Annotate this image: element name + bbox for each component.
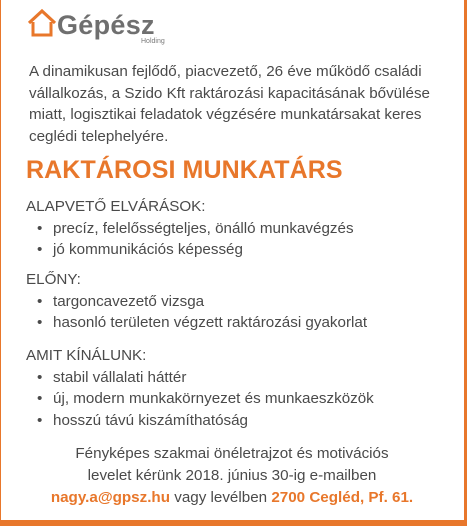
house-icon [27, 8, 57, 38]
section-heading: ALAPVETŐ ELVÁRÁSOK: [26, 198, 206, 215]
requirements-section [26, 196, 354, 261]
footer-middle-text: vagy levélben [170, 489, 272, 506]
contact-email-link[interactable]: nagy.a@gpsz.hu [50, 489, 170, 506]
list-item-text: targoncavezető vizsga [53, 292, 205, 310]
list-item [26, 312, 367, 334]
bullet-icon: • [37, 292, 43, 310]
intro-paragraph: A dinamikusan fejlődő, piacvezető, 26 éve működő családi vállalkozás, a Szido Kft raktározási kapacitásának bővülése miatt, logisztikai feladatok végzésére munkatársakat keres ceglédi telephelyére. [29, 63, 430, 145]
logo-subtitle: Holding [141, 38, 165, 45]
list-item-text: stabil vállalati háttér [53, 368, 187, 386]
application-instructions [24, 443, 440, 509]
offer-section [26, 345, 374, 431]
list-item-text: új, modern munkakörnyezet és munkaeszközök [53, 390, 374, 407]
list-item [26, 410, 374, 432]
list-item-text: hasonló területen végzett raktározási gyakorlat [53, 314, 368, 331]
offer-list [26, 367, 374, 432]
list-item [26, 218, 354, 240]
logo-name: Gépész [57, 10, 155, 40]
bullet-icon: • [37, 368, 43, 386]
list-item-text: precíz, felelősségteljes, önálló munkavégzés [53, 219, 354, 237]
job-title: RAKTÁROSI MUNKATÁRS [26, 156, 343, 184]
list-item [26, 367, 374, 389]
list-item-text: jó kommunikációs képesség [53, 241, 243, 258]
postal-address: 2700 Cegléd, Pf. 61. [271, 489, 414, 506]
bullet-icon: • [37, 411, 43, 429]
bullet-icon: • [37, 241, 43, 258]
requirements-list [26, 218, 354, 261]
section-heading: AMIT KÍNÁLUNK: [26, 347, 147, 364]
advantage-list [26, 291, 367, 334]
footer-line-3 [24, 487, 440, 509]
footer-line-1: Fényképes szakmai önéletrajzot és motivációs [75, 445, 389, 462]
list-item [26, 388, 374, 410]
bullet-icon: • [37, 314, 43, 331]
footer-line-2: levelet kérünk 2018. június 30-ig e-mailben [87, 467, 377, 484]
bullet-icon: • [37, 219, 43, 237]
section-heading: ELŐNY: [26, 271, 81, 288]
list-item [26, 291, 367, 313]
list-item [26, 239, 354, 261]
company-logo [27, 8, 177, 48]
advantage-section [26, 269, 367, 334]
bullet-icon: • [37, 390, 43, 407]
list-item-text: hosszú távú kiszámíthatóság [53, 411, 249, 429]
